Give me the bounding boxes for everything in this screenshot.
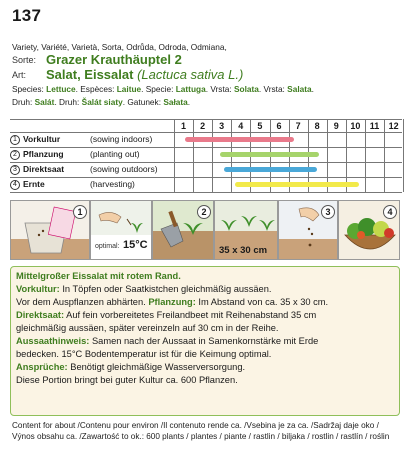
step-badge-4: 4	[383, 205, 397, 219]
calendar-bar-direktsaat	[224, 167, 318, 172]
description-line-label: Pflanzung:	[148, 297, 196, 307]
calendar-row-label	[10, 164, 174, 175]
calendar-row-title: Pflanzung	[23, 149, 64, 159]
description-line-text: Auf fein vorbereitetes Freilandbeet mit Reihenabstand 35 cm	[64, 310, 317, 320]
variety-name: Grazer Krauthäuptel 2	[46, 52, 182, 67]
calendar-month-label: 7	[295, 121, 301, 131]
description-lines	[16, 283, 394, 387]
cultivation-description	[10, 266, 400, 416]
calendar-row-subtitle: (sowing indoors)	[90, 134, 153, 144]
packet-number: 137	[12, 6, 42, 25]
description-line-text: Im Abstand von ca. 35 x 30 cm.	[195, 297, 329, 307]
calendar-month-label: 12	[388, 121, 399, 131]
calendar-row-divider	[10, 177, 402, 178]
description-line	[16, 322, 394, 335]
druh-label: Druh:	[12, 97, 35, 107]
species-translation-name: Laitue	[116, 84, 142, 94]
calendar-row-number: 2	[10, 150, 20, 160]
sowing-calendar	[10, 119, 398, 197]
step-badge-1: 1	[73, 205, 87, 219]
druh-translations	[12, 97, 190, 107]
calendar-month-label: 8	[314, 121, 320, 131]
calendar-row-divider	[10, 162, 402, 163]
species-translation-sep: . Vrsta:	[258, 84, 288, 94]
calendar-row-divider	[10, 192, 402, 193]
species-common-name: Salat, Eissalat	[46, 67, 134, 82]
description-line-text: gleichmäßig aussäen, später vereinzeln auf 30 cm in der Reihe.	[16, 323, 279, 333]
calendar-bar-pflanzung	[220, 152, 319, 157]
step-badge-3: 3	[321, 205, 335, 219]
calendar-month-label: 2	[200, 121, 206, 131]
image-planting-out	[152, 200, 214, 260]
calendar-row	[10, 134, 398, 145]
germination-illustration	[91, 201, 152, 260]
calendar-bar-vorkultur	[185, 137, 294, 142]
calendar-row-label	[10, 149, 174, 160]
footer-line-1: Content for about /Contenu pour environ /Il contenuto rende ca. /Vsebina je za ca. /Sadržaj daje oko /	[12, 421, 379, 430]
calendar-row	[10, 179, 398, 190]
description-line-text: In Töpfen oder Saatkistchen gleichmäßig aussäen.	[59, 284, 272, 294]
calendar-row-title: Ernte	[23, 179, 45, 189]
calendar-row-subtitle: (planting out)	[90, 149, 140, 159]
species-translations	[12, 84, 314, 94]
description-line-label: Ansprüche:	[16, 362, 68, 372]
calendar-row-title: Vorkultur	[23, 134, 61, 144]
description-line	[16, 335, 394, 348]
species-translation-sep: . Vrsta:	[205, 84, 234, 94]
druh-name: Šalát siaty	[81, 97, 123, 107]
druh-name: Salát	[34, 97, 55, 107]
variety-languages: Variety, Variété, Varietà, Sorta, Odrůda, Odroda, Odmiana,	[12, 42, 227, 52]
image-germination	[90, 200, 152, 260]
optimal-temperature: 15°C	[123, 239, 148, 251]
calendar-month-label: 10	[350, 121, 361, 131]
species-translation-name: Salata	[287, 84, 312, 94]
druh-label: .	[187, 97, 191, 107]
calendar-row-title: Direktsaat	[23, 164, 65, 174]
calendar-month-label: 9	[333, 121, 339, 131]
calendar-month-label: 1	[180, 121, 186, 131]
description-line-label: Direktsaat:	[16, 310, 65, 320]
calendar-row-number: 3	[10, 165, 20, 175]
calendar-row	[10, 164, 398, 175]
calendar-row-subtitle: (harvesting)	[90, 179, 135, 189]
calendar-row-label	[10, 179, 174, 190]
description-line	[16, 309, 394, 322]
calendar-row-subtitle: (sowing outdoors)	[90, 164, 158, 174]
sorte-label: Sorte:	[12, 55, 37, 65]
species-name	[46, 67, 243, 82]
species-translation-sep: . Specie:	[141, 84, 176, 94]
species-translation-name: Lattuga	[175, 84, 206, 94]
calendar-month-label: 3	[219, 121, 225, 131]
description-line-label: Aussaathinweis:	[16, 336, 90, 346]
footer-line-2: Výnos obsahu ca. /Zawartość to ok.: 600 plants / plantes / piante / rastlin / biljaka / rostlin / rastlín / roślin	[12, 431, 390, 441]
image-sowing-indoors	[10, 200, 90, 260]
content-footer	[12, 421, 389, 442]
species-translation-name: Lettuce	[46, 84, 76, 94]
calendar-bar-ernte	[235, 182, 359, 187]
species-prefix: Species:	[12, 84, 44, 94]
calendar-row-divider	[10, 132, 402, 133]
description-line	[16, 348, 394, 361]
calendar-row-number: 4	[10, 180, 20, 190]
instruction-images	[10, 200, 400, 260]
description-line	[16, 283, 394, 296]
description-line-text: Samen nach der Aussaat in Samenkornstärke mit Erde	[89, 336, 319, 346]
step-badge-2: 2	[197, 205, 211, 219]
species-translation-sep: .	[311, 84, 314, 94]
species-items	[46, 84, 314, 94]
description-line	[16, 374, 394, 387]
species-translation-name: Solata	[233, 84, 259, 94]
description-line	[16, 296, 394, 309]
calendar-month-label: 5	[257, 121, 263, 131]
calendar-month-label: 6	[276, 121, 282, 131]
species-latin-name: (Lactuca sativa L.)	[137, 67, 244, 82]
description-line-text: Benötigt gleichmäßige Wasserversorgung.	[67, 362, 246, 372]
species-translation-sep: . Espèces:	[75, 84, 117, 94]
calendar-month-label: 11	[369, 121, 380, 131]
description-line-text: Diese Portion bringt bei guter Kultur ca. 600 Pflanzen.	[16, 375, 238, 385]
image-harvest	[338, 200, 400, 260]
calendar-month-divider	[403, 119, 404, 192]
description-line-text: bedecken. 15°C Bodentemperatur ist für die Keimung optimal.	[16, 349, 272, 359]
description-line-label: Vorkultur:	[16, 284, 60, 294]
calendar-month-label: 4	[238, 121, 244, 131]
image-spacing	[214, 200, 278, 260]
optimal-label: optimal:	[95, 243, 120, 250]
calendar-row-number: 1	[10, 135, 20, 145]
calendar-row-divider	[10, 147, 402, 148]
druh-name: Sałata	[163, 97, 188, 107]
art-label: Art:	[12, 70, 27, 80]
calendar-row	[10, 149, 398, 160]
druh-label: . Gatunek:	[122, 97, 164, 107]
description-line	[16, 361, 394, 374]
description-headline: Mittelgroßer Eissalat mit rotem Rand.	[16, 271, 181, 281]
image-sowing-outdoors	[278, 200, 338, 260]
plant-spacing: 35 x 30 cm	[219, 245, 268, 256]
druh-label: . Druh:	[54, 97, 82, 107]
calendar-row-label	[10, 134, 174, 145]
description-line-text: Vor dem Auspflanzen abhärten.	[16, 297, 149, 307]
druh-items	[12, 97, 190, 107]
